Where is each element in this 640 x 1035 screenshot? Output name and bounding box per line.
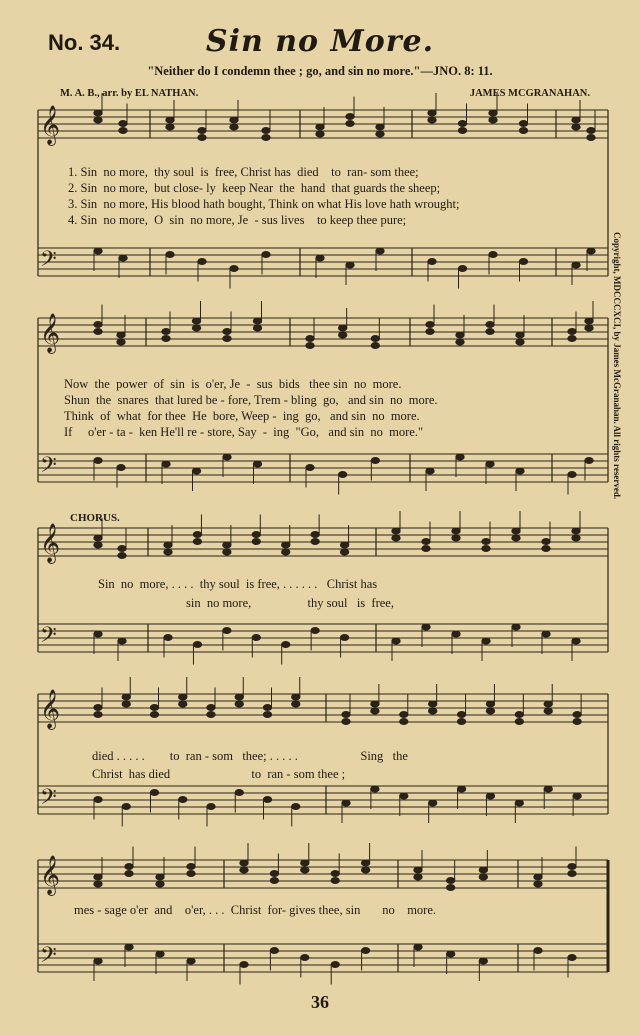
notehead <box>253 318 261 324</box>
treble-clef: 𝄞 <box>40 105 61 145</box>
bass-clef: 𝄢 <box>40 247 57 277</box>
notehead <box>479 958 487 964</box>
notehead <box>94 881 102 887</box>
notehead <box>125 944 133 950</box>
treble-clef: 𝄞 <box>40 523 61 563</box>
notehead <box>515 800 523 806</box>
notehead <box>482 546 490 552</box>
notehead <box>512 624 520 630</box>
notehead <box>230 266 238 272</box>
notehead <box>94 322 102 328</box>
notehead <box>252 532 260 538</box>
notehead <box>392 535 400 541</box>
verse-3-line-2: Think of what for thee He bore, Weep - ing go, and sin no more. <box>64 409 420 423</box>
notehead <box>331 962 339 968</box>
notehead <box>456 332 464 338</box>
notehead <box>316 131 324 137</box>
notehead <box>94 117 102 123</box>
notehead <box>512 535 520 541</box>
notehead <box>587 135 595 141</box>
notehead <box>457 786 465 792</box>
notehead <box>361 948 369 954</box>
notehead <box>262 252 270 258</box>
notehead <box>426 468 434 474</box>
notehead <box>122 694 130 700</box>
notehead <box>230 124 238 130</box>
notehead <box>572 117 580 123</box>
notehead <box>301 955 309 961</box>
notehead <box>118 546 126 552</box>
notehead <box>223 542 231 548</box>
notehead <box>223 628 231 634</box>
notehead <box>263 712 271 718</box>
notehead <box>544 701 552 707</box>
notehead <box>585 458 593 464</box>
scripture-quote: "Neither do I condemn thee ; go, and sin no more."—JNO. 8: 11. <box>147 64 493 78</box>
notehead <box>486 322 494 328</box>
notehead <box>376 124 384 130</box>
chorus-line-3: mes - sage o'er and o'er, . . . Christ for- gives thee, sin no more. <box>74 903 437 917</box>
notehead <box>262 135 270 141</box>
notehead <box>573 719 581 725</box>
notehead <box>166 124 174 130</box>
notehead <box>235 790 243 796</box>
chorus-line-1-upper: Sin no more, . . . . thy soul is free, . . . . . . Christ has <box>98 577 378 591</box>
notehead <box>117 339 125 345</box>
notehead <box>94 458 102 464</box>
notehead <box>156 951 164 957</box>
notehead <box>94 110 102 116</box>
notehead <box>428 110 436 116</box>
verse-4-line-2: If o'er - ta - ken He'll re - store, Say - ing "Go, and sin no more." <box>64 425 424 439</box>
notehead <box>392 638 400 644</box>
notehead <box>270 878 278 884</box>
notehead <box>207 804 215 810</box>
verse-1-line-2: Now the power of sin is o'er, Je - sus bids thee sin no more. <box>64 377 402 391</box>
notehead <box>311 628 319 634</box>
notehead <box>346 262 354 268</box>
notehead <box>585 325 593 331</box>
verse-2-line-1: 2. Sin no more, but close- ly keep Near the hand that guards the sheep; <box>68 181 441 195</box>
notehead <box>452 535 460 541</box>
notehead <box>572 124 580 130</box>
notehead <box>263 797 271 803</box>
hymn-number: No. 34. <box>48 30 121 55</box>
notehead <box>457 719 465 725</box>
notehead <box>94 631 102 637</box>
notehead <box>118 638 126 644</box>
notehead <box>573 712 581 718</box>
words-credit: M. A. B., arr. by EL NATHAN. <box>60 88 199 99</box>
notehead <box>346 121 354 127</box>
notehead <box>331 871 339 877</box>
notehead <box>193 539 201 545</box>
notehead <box>376 131 384 137</box>
notehead <box>516 339 524 345</box>
notehead <box>371 458 379 464</box>
notehead <box>542 546 550 552</box>
notehead <box>400 719 408 725</box>
notehead <box>301 867 309 873</box>
page-number: 36 <box>311 992 329 1012</box>
notehead <box>331 878 339 884</box>
notehead <box>457 712 465 718</box>
notehead <box>422 546 430 552</box>
notehead <box>253 325 261 331</box>
notehead <box>486 708 494 714</box>
notehead <box>489 110 497 116</box>
bass-clef: 𝄢 <box>40 943 57 973</box>
notehead <box>587 248 595 254</box>
notehead <box>489 252 497 258</box>
notehead <box>340 549 348 555</box>
notehead <box>414 874 422 880</box>
notehead <box>193 532 201 538</box>
notehead <box>207 705 215 711</box>
notehead <box>400 793 408 799</box>
notehead <box>252 635 260 641</box>
notehead <box>162 329 170 335</box>
notehead <box>223 454 231 460</box>
notehead <box>572 262 580 268</box>
notehead <box>240 860 248 866</box>
notehead <box>119 255 127 261</box>
notehead <box>223 329 231 335</box>
notehead <box>125 871 133 877</box>
notehead <box>452 528 460 534</box>
notehead <box>192 318 200 324</box>
notehead <box>282 549 290 555</box>
notehead <box>338 472 346 478</box>
notehead <box>542 631 550 637</box>
notehead <box>573 793 581 799</box>
notehead <box>192 325 200 331</box>
notehead <box>544 786 552 792</box>
notehead <box>198 259 206 265</box>
notehead <box>119 121 127 127</box>
notehead <box>179 701 187 707</box>
notehead <box>371 343 379 349</box>
notehead <box>568 329 576 335</box>
notehead <box>446 885 454 891</box>
notehead <box>292 701 300 707</box>
notehead <box>162 336 170 342</box>
notehead <box>486 329 494 335</box>
notehead <box>198 128 206 134</box>
notehead <box>193 642 201 648</box>
notehead <box>486 461 494 467</box>
bass-clef: 𝄢 <box>40 623 57 653</box>
chorus-line-2-lower: Christ has died to ran - som thee ; <box>92 767 346 781</box>
notehead <box>512 528 520 534</box>
notehead <box>544 708 552 714</box>
notehead <box>316 255 324 261</box>
notehead <box>458 128 466 134</box>
notehead <box>428 117 436 123</box>
notehead <box>361 867 369 873</box>
notehead <box>252 539 260 545</box>
notehead <box>568 472 576 478</box>
notehead <box>486 701 494 707</box>
notehead <box>340 542 348 548</box>
notehead <box>94 874 102 880</box>
notehead <box>166 117 174 123</box>
notehead <box>422 539 430 545</box>
notehead <box>94 797 102 803</box>
notehead <box>262 128 270 134</box>
music-credit: JAMES MCGRANAHAN. <box>469 88 590 99</box>
notehead <box>489 117 497 123</box>
verse-4-line-1: 4. Sin no more, O sin no more, Je - sus lives to keep thee pure; <box>68 213 407 227</box>
notehead <box>94 542 102 548</box>
notehead <box>456 454 464 460</box>
notehead <box>568 871 576 877</box>
notehead <box>568 864 576 870</box>
notehead <box>118 553 126 559</box>
verse-2-line-2: Shun the snares that lured be - fore, Trem - bling go, and sin no more. <box>64 393 438 407</box>
notehead <box>150 712 158 718</box>
verse-3-line-1: 3. Sin no more, His blood hath bought, Think on what His love hath wrought; <box>68 197 460 211</box>
notehead <box>342 800 350 806</box>
notehead <box>235 701 243 707</box>
notehead <box>456 339 464 345</box>
hymn-title: Sin no More. <box>205 24 435 59</box>
notehead <box>282 542 290 548</box>
notehead <box>125 864 133 870</box>
notehead <box>94 329 102 335</box>
notehead <box>263 705 271 711</box>
notehead <box>482 539 490 545</box>
notehead <box>119 128 127 134</box>
notehead <box>371 708 379 714</box>
notehead <box>422 624 430 630</box>
notehead <box>534 881 542 887</box>
bass-clef: 𝄢 <box>40 453 57 483</box>
chorus-line-1-lower: sin no more, thy soul is free, <box>186 596 394 610</box>
notehead <box>187 958 195 964</box>
notehead <box>230 117 238 123</box>
notehead <box>198 135 206 141</box>
notehead <box>446 951 454 957</box>
notehead <box>240 867 248 873</box>
notehead <box>117 332 125 338</box>
notehead <box>392 528 400 534</box>
notehead <box>486 793 494 799</box>
notehead <box>122 804 130 810</box>
notehead <box>428 800 436 806</box>
notehead <box>164 542 172 548</box>
notehead <box>585 318 593 324</box>
notehead <box>428 701 436 707</box>
bass-clef: 𝄢 <box>40 785 57 815</box>
notehead <box>515 712 523 718</box>
notehead <box>164 549 172 555</box>
notehead <box>361 860 369 866</box>
notehead <box>187 864 195 870</box>
notehead <box>400 712 408 718</box>
copyright-notice: Copyright, MDCCCXCI, by James McGranahan. All rights reserved. <box>612 232 622 500</box>
notehead <box>587 128 595 134</box>
notehead <box>270 948 278 954</box>
notehead <box>292 694 300 700</box>
notehead <box>94 535 102 541</box>
notehead <box>306 343 314 349</box>
notehead <box>311 539 319 545</box>
notehead <box>117 465 125 471</box>
notehead <box>534 874 542 880</box>
notehead <box>306 465 314 471</box>
notehead <box>376 248 384 254</box>
notehead <box>192 468 200 474</box>
notehead <box>458 121 466 127</box>
notehead <box>479 874 487 880</box>
notehead <box>542 539 550 545</box>
notehead <box>458 266 466 272</box>
notehead <box>342 719 350 725</box>
notehead <box>482 638 490 644</box>
notehead <box>179 694 187 700</box>
notehead <box>240 962 248 968</box>
notehead <box>94 712 102 718</box>
notehead <box>516 332 524 338</box>
notehead <box>371 336 379 342</box>
verse-1-line-1: 1. Sin no more, thy soul is free, Christ has died to ran- som thee; <box>68 165 419 179</box>
notehead <box>156 874 164 880</box>
notehead <box>150 705 158 711</box>
chorus-line-2-upper: died . . . . . to ran - som thee; . . . . . Sing the <box>92 749 408 763</box>
notehead <box>301 860 309 866</box>
notehead <box>428 708 436 714</box>
notehead <box>534 948 542 954</box>
notehead <box>516 468 524 474</box>
notehead <box>515 719 523 725</box>
notehead <box>428 259 436 265</box>
notehead <box>340 635 348 641</box>
notehead <box>156 881 164 887</box>
notehead <box>223 549 231 555</box>
notehead <box>338 325 346 331</box>
notehead <box>94 248 102 254</box>
notehead <box>414 944 422 950</box>
notehead <box>426 329 434 335</box>
notehead <box>414 867 422 873</box>
notehead <box>371 786 379 792</box>
notehead <box>223 336 231 342</box>
notehead <box>568 336 576 342</box>
notehead <box>426 322 434 328</box>
notehead <box>207 712 215 718</box>
notehead <box>572 528 580 534</box>
notehead <box>162 461 170 467</box>
notehead <box>94 958 102 964</box>
notehead <box>94 705 102 711</box>
notehead <box>235 694 243 700</box>
notehead <box>166 252 174 258</box>
notehead <box>371 701 379 707</box>
notehead <box>519 128 527 134</box>
notehead <box>452 631 460 637</box>
treble-clef: 𝄞 <box>40 855 61 895</box>
notehead <box>179 797 187 803</box>
notehead <box>346 114 354 120</box>
notehead <box>253 461 261 467</box>
notehead <box>568 955 576 961</box>
notehead <box>446 878 454 884</box>
notehead <box>187 871 195 877</box>
notehead <box>316 124 324 130</box>
notehead <box>122 701 130 707</box>
notehead <box>519 259 527 265</box>
notehead <box>282 642 290 648</box>
notehead <box>150 790 158 796</box>
notehead <box>572 638 580 644</box>
notehead <box>342 712 350 718</box>
notehead <box>519 121 527 127</box>
notehead <box>479 867 487 873</box>
notehead <box>292 804 300 810</box>
notehead <box>164 635 172 641</box>
chorus-label: CHORUS. <box>70 512 120 524</box>
treble-clef: 𝄞 <box>40 313 61 353</box>
notehead <box>306 336 314 342</box>
notehead <box>572 535 580 541</box>
notehead <box>270 871 278 877</box>
notehead <box>311 532 319 538</box>
notehead <box>338 332 346 338</box>
treble-clef: 𝄞 <box>40 689 61 729</box>
